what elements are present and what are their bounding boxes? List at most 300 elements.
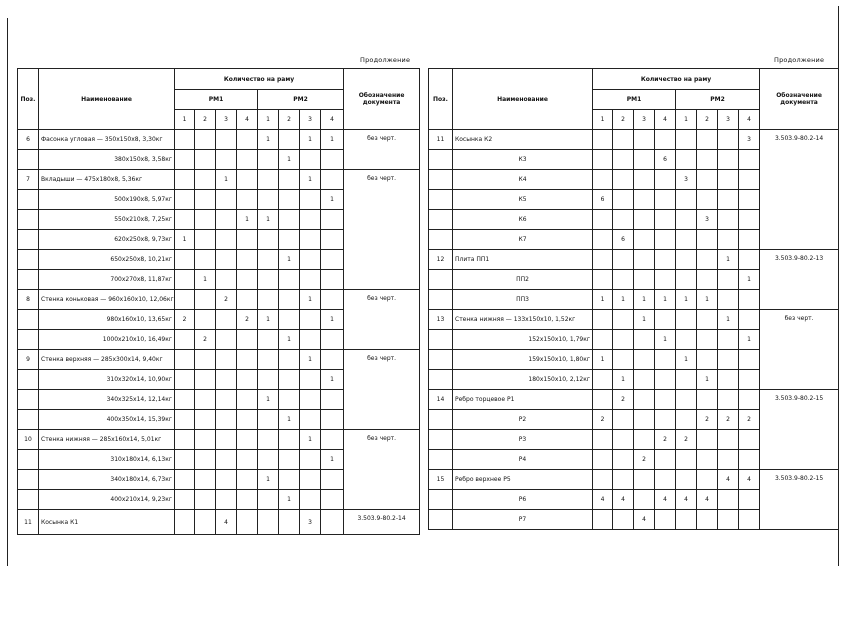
table-row (18, 290, 420, 310)
qty-cell (676, 250, 697, 270)
qty-cell (216, 190, 237, 210)
qty-cell (613, 170, 634, 190)
pos-cell: 10 (18, 430, 39, 450)
qty-cell (613, 350, 634, 370)
pos-cell (18, 370, 39, 390)
qty-cell (593, 250, 613, 270)
name-cell: Стенка нижняя — 133х150х10, 1,52кг (453, 310, 593, 330)
qty-cell (655, 350, 676, 370)
qty-cell: 1 (655, 330, 676, 350)
qty-cell: 2 (718, 410, 739, 430)
qty-cell (300, 190, 321, 210)
qty-cell (237, 510, 258, 535)
qty-cell (739, 150, 760, 170)
qty-cell (739, 510, 760, 530)
qty-cell (237, 490, 258, 510)
pos-cell: 14 (429, 390, 453, 410)
col-header: 2 (697, 110, 718, 130)
name-cell: Ребро торцевое Р1 (453, 390, 593, 410)
qty-cell (697, 270, 718, 290)
qty-cell (237, 390, 258, 410)
spec-table-right-body (429, 130, 839, 530)
qty-cell (739, 210, 760, 230)
name-cell: 340х325х14, 12,14кг (39, 390, 175, 410)
qty-cell (216, 430, 237, 450)
col-header: 4 (739, 110, 760, 130)
qty-cell (321, 390, 344, 410)
qty-cell (175, 290, 195, 310)
qty-cell (195, 290, 216, 310)
col-header: 1 (258, 110, 279, 130)
qty-cell: 1 (300, 170, 321, 190)
qty-cell (216, 450, 237, 470)
qty-cell (258, 490, 279, 510)
qty-cell (258, 350, 279, 370)
qty-cell: 1 (321, 310, 344, 330)
name-cell: Стенка нижняя — 285х160х14, 5,01кг (39, 430, 175, 450)
qty-cell (613, 130, 634, 150)
group-header-rm2: РМ2 (676, 90, 760, 110)
qty-cell (676, 370, 697, 390)
qty-cell: 1 (237, 210, 258, 230)
qty-cell (258, 150, 279, 170)
qty-cell (300, 250, 321, 270)
qty-cell (697, 190, 718, 210)
qty-cell: 1 (279, 250, 300, 270)
qty-cell (613, 210, 634, 230)
qty-cell (593, 370, 613, 390)
pos-cell (429, 490, 453, 510)
qty-cell (216, 470, 237, 490)
qty-cell (258, 430, 279, 450)
qty-cell (237, 130, 258, 150)
qty-cell (655, 310, 676, 330)
qty-cell (718, 130, 739, 150)
pos-cell (18, 390, 39, 410)
qty-cell (279, 310, 300, 330)
qty-cell (655, 370, 676, 390)
qty-cell (300, 490, 321, 510)
spec-table-left (17, 68, 420, 535)
qty-cell (175, 390, 195, 410)
qty-cell (237, 370, 258, 390)
pos-cell (18, 450, 39, 470)
pos-cell: 12 (429, 250, 453, 270)
group-header-rm1: РМ1 (175, 90, 258, 110)
doc-cell: без черт. (344, 170, 420, 290)
table-row (18, 130, 420, 150)
qty-cell (676, 390, 697, 410)
qty-cell (279, 170, 300, 190)
qty-cell (237, 150, 258, 170)
doc-cell: 3.503.9-80.2-13 (760, 250, 839, 310)
qty-cell (300, 210, 321, 230)
qty-cell: 1 (300, 430, 321, 450)
name-cell: Р4 (453, 450, 593, 470)
name-cell: 380х150х8, 3,58кг (39, 150, 175, 170)
qty-cell (655, 170, 676, 190)
doc-cell: без черт. (344, 350, 420, 430)
qty-header: Количество на раму (593, 69, 760, 90)
doc-header: Обозначение документа (760, 69, 839, 130)
qty-cell (175, 210, 195, 230)
name-cell: 550х210х8, 7,25кг (39, 210, 175, 230)
qty-cell (195, 190, 216, 210)
doc-cell: 3.503.9-80.2-14 (344, 510, 420, 535)
qty-cell (279, 470, 300, 490)
name-cell: 980х160х10, 13,65кг (39, 310, 175, 330)
qty-cell: 1 (697, 370, 718, 390)
qty-cell: 6 (613, 230, 634, 250)
col-header: 1 (676, 110, 697, 130)
qty-cell (634, 230, 655, 250)
qty-cell (634, 370, 655, 390)
name-cell: Плита ПП1 (453, 250, 593, 270)
qty-cell (300, 150, 321, 170)
name-header: Наименование (453, 69, 593, 130)
col-header: 4 (237, 110, 258, 130)
qty-cell: 1 (195, 270, 216, 290)
spec-table-left-body (18, 130, 420, 535)
name-cell: 700х270х8, 11,87кг (39, 270, 175, 290)
col-header: 1 (593, 110, 613, 130)
pos-cell (429, 370, 453, 390)
qty-cell (655, 470, 676, 490)
name-cell: 1000х210х10, 16,49кг (39, 330, 175, 350)
qty-cell (593, 310, 613, 330)
qty-cell (613, 150, 634, 170)
qty-cell (216, 330, 237, 350)
qty-cell: 1 (697, 290, 718, 310)
pos-cell (429, 350, 453, 370)
pos-cell: 11 (429, 130, 453, 150)
col-header: 3 (216, 110, 237, 130)
qty-cell (216, 310, 237, 330)
qty-cell (593, 330, 613, 350)
qty-cell: 4 (593, 490, 613, 510)
qty-cell (195, 490, 216, 510)
qty-cell: 2 (216, 290, 237, 310)
qty-cell: 1 (634, 290, 655, 310)
qty-cell (613, 410, 634, 430)
qty-cell (321, 470, 344, 490)
qty-cell: 1 (655, 290, 676, 310)
qty-cell: 3 (676, 170, 697, 190)
name-cell: 310х180х14, 6,13кг (39, 450, 175, 470)
qty-cell (258, 190, 279, 210)
qty-cell (697, 150, 718, 170)
qty-cell (237, 410, 258, 430)
qty-cell (593, 450, 613, 470)
qty-cell (237, 430, 258, 450)
qty-cell: 3 (697, 210, 718, 230)
qty-cell (279, 290, 300, 310)
name-cell: 500х190х8, 5,97кг (39, 190, 175, 210)
qty-cell: 1 (258, 210, 279, 230)
name-cell: Р3 (453, 430, 593, 450)
qty-cell: 4 (634, 510, 655, 530)
qty-cell: 2 (195, 330, 216, 350)
qty-cell (655, 270, 676, 290)
qty-cell (718, 150, 739, 170)
qty-cell (718, 230, 739, 250)
qty-cell (634, 130, 655, 150)
qty-cell (321, 410, 344, 430)
qty-cell (634, 330, 655, 350)
qty-cell: 2 (613, 390, 634, 410)
qty-cell (613, 450, 634, 470)
qty-cell (634, 170, 655, 190)
qty-cell: 1 (613, 290, 634, 310)
table-row (429, 310, 839, 330)
pos-cell (18, 270, 39, 290)
qty-cell (634, 210, 655, 230)
qty-cell: 6 (593, 190, 613, 210)
qty-cell: 1 (634, 310, 655, 330)
pos-cell (429, 510, 453, 530)
qty-cell: 1 (676, 290, 697, 310)
pos-cell (18, 470, 39, 490)
qty-cell (697, 330, 718, 350)
qty-cell: 2 (175, 310, 195, 330)
qty-cell (655, 510, 676, 530)
qty-cell: 4 (613, 490, 634, 510)
qty-cell (739, 390, 760, 410)
qty-cell (216, 130, 237, 150)
qty-cell (216, 210, 237, 230)
qty-cell (216, 270, 237, 290)
name-cell: Косынка К1 (39, 510, 175, 535)
qty-cell: 1 (321, 370, 344, 390)
qty-cell (321, 270, 344, 290)
qty-cell (195, 370, 216, 390)
qty-cell (195, 470, 216, 490)
qty-cell: 1 (739, 330, 760, 350)
qty-cell (697, 470, 718, 490)
pos-cell: 11 (18, 510, 39, 535)
doc-cell: без черт. (344, 130, 420, 170)
qty-cell (279, 390, 300, 410)
qty-cell (739, 450, 760, 470)
qty-cell (300, 390, 321, 410)
col-header: 4 (655, 110, 676, 130)
qty-cell (718, 290, 739, 310)
name-cell: 310х320х14, 10,90кг (39, 370, 175, 390)
qty-cell: 1 (300, 130, 321, 150)
qty-cell (718, 350, 739, 370)
qty-cell (237, 190, 258, 210)
qty-cell (258, 330, 279, 350)
qty-cell (321, 350, 344, 370)
qty-cell (175, 330, 195, 350)
qty-cell (593, 210, 613, 230)
col-header: 3 (718, 110, 739, 130)
name-cell: ПП3 (453, 290, 593, 310)
qty-cell (676, 330, 697, 350)
qty-cell (718, 510, 739, 530)
col-header: 2 (613, 110, 634, 130)
qty-cell (279, 130, 300, 150)
name-cell: Стенка коньковая — 960х160х10, 12,06кг (39, 290, 175, 310)
qty-cell (676, 450, 697, 470)
qty-cell (195, 410, 216, 430)
qty-cell: 2 (697, 410, 718, 430)
qty-cell (216, 250, 237, 270)
qty-cell (718, 170, 739, 190)
qty-cell (718, 390, 739, 410)
doc-cell: 3.503.9-80.2-15 (760, 390, 839, 470)
qty-cell (258, 290, 279, 310)
qty-cell (739, 370, 760, 390)
qty-cell (697, 510, 718, 530)
qty-cell (739, 250, 760, 270)
pos-header: Поз. (429, 69, 453, 130)
qty-cell (634, 190, 655, 210)
qty-cell (279, 450, 300, 470)
qty-cell (237, 470, 258, 490)
qty-cell: 4 (697, 490, 718, 510)
qty-cell: 1 (321, 450, 344, 470)
qty-cell (216, 410, 237, 430)
name-cell: 400х210х14, 9,23кг (39, 490, 175, 510)
col-header: 2 (195, 110, 216, 130)
table-row (18, 430, 420, 450)
qty-cell (258, 510, 279, 535)
qty-cell (593, 170, 613, 190)
qty-cell (634, 350, 655, 370)
doc-cell: без черт. (344, 290, 420, 350)
qty-cell (593, 130, 613, 150)
qty-cell (676, 210, 697, 230)
continuation-label-left: Продолжение (360, 56, 411, 64)
qty-cell (321, 490, 344, 510)
name-cell: Р6 (453, 490, 593, 510)
qty-cell (195, 510, 216, 535)
qty-cell (634, 270, 655, 290)
qty-cell (237, 230, 258, 250)
qty-cell (739, 290, 760, 310)
qty-cell: 4 (655, 490, 676, 510)
qty-cell: 3 (300, 510, 321, 535)
qty-cell (739, 230, 760, 250)
pos-cell: 6 (18, 130, 39, 150)
pos-cell (18, 190, 39, 210)
qty-cell (300, 230, 321, 250)
table-row (429, 470, 839, 490)
qty-cell: 1 (175, 230, 195, 250)
qty-cell (593, 430, 613, 450)
qty-cell (175, 470, 195, 490)
pos-cell (429, 150, 453, 170)
qty-cell (195, 210, 216, 230)
name-cell: К7 (453, 230, 593, 250)
qty-cell (634, 430, 655, 450)
qty-cell (676, 310, 697, 330)
name-cell: Р7 (453, 510, 593, 530)
qty-cell (697, 250, 718, 270)
qty-cell: 1 (258, 130, 279, 150)
name-cell: Косынка К2 (453, 130, 593, 150)
qty-cell (655, 450, 676, 470)
qty-cell (195, 170, 216, 190)
qty-cell (195, 310, 216, 330)
name-cell: К4 (453, 170, 593, 190)
qty-cell: 1 (258, 310, 279, 330)
qty-cell: 1 (676, 350, 697, 370)
qty-cell (697, 130, 718, 150)
qty-cell (175, 190, 195, 210)
qty-cell (697, 450, 718, 470)
pos-cell (18, 310, 39, 330)
qty-cell (676, 150, 697, 170)
doc-cell: 3.503.9-80.2-15 (760, 470, 839, 530)
qty-cell (279, 510, 300, 535)
qty-cell (634, 490, 655, 510)
qty-cell (300, 410, 321, 430)
group-header-rm1: РМ1 (593, 90, 676, 110)
pos-cell (429, 210, 453, 230)
qty-cell (237, 170, 258, 190)
qty-cell (300, 270, 321, 290)
col-header: 3 (300, 110, 321, 130)
qty-cell (258, 410, 279, 430)
qty-cell (593, 390, 613, 410)
table-row (18, 510, 420, 535)
qty-cell (655, 130, 676, 150)
qty-cell (613, 470, 634, 490)
qty-cell: 1 (300, 290, 321, 310)
qty-cell: 1 (593, 290, 613, 310)
qty-cell (279, 370, 300, 390)
qty-cell: 1 (718, 250, 739, 270)
qty-cell (676, 510, 697, 530)
qty-cell: 1 (321, 190, 344, 210)
qty-cell (279, 430, 300, 450)
qty-cell (739, 170, 760, 190)
qty-cell (195, 230, 216, 250)
qty-cell (279, 210, 300, 230)
qty-cell: 4 (718, 470, 739, 490)
pos-cell: 8 (18, 290, 39, 310)
qty-cell (655, 250, 676, 270)
qty-cell: 2 (237, 310, 258, 330)
qty-cell: 1 (279, 150, 300, 170)
qty-cell (175, 370, 195, 390)
qty-cell (593, 470, 613, 490)
qty-cell (175, 350, 195, 370)
col-header: 2 (279, 110, 300, 130)
qty-cell (258, 370, 279, 390)
name-cell: 340х180х14, 6,73кг (39, 470, 175, 490)
qty-cell (697, 310, 718, 330)
pos-cell (429, 430, 453, 450)
qty-cell: 1 (216, 170, 237, 190)
name-cell: Вкладыши — 475х180х8, 5,36кг (39, 170, 175, 190)
qty-cell (655, 210, 676, 230)
qty-cell (321, 210, 344, 230)
qty-cell (237, 450, 258, 470)
pos-cell (429, 230, 453, 250)
qty-cell (655, 230, 676, 250)
qty-cell: 3 (739, 130, 760, 150)
pos-cell: 13 (429, 310, 453, 330)
qty-cell (321, 230, 344, 250)
table-row (429, 390, 839, 410)
qty-cell (613, 510, 634, 530)
qty-cell (216, 370, 237, 390)
doc-header: Обозначение документа (344, 69, 420, 130)
table-row (18, 170, 420, 190)
